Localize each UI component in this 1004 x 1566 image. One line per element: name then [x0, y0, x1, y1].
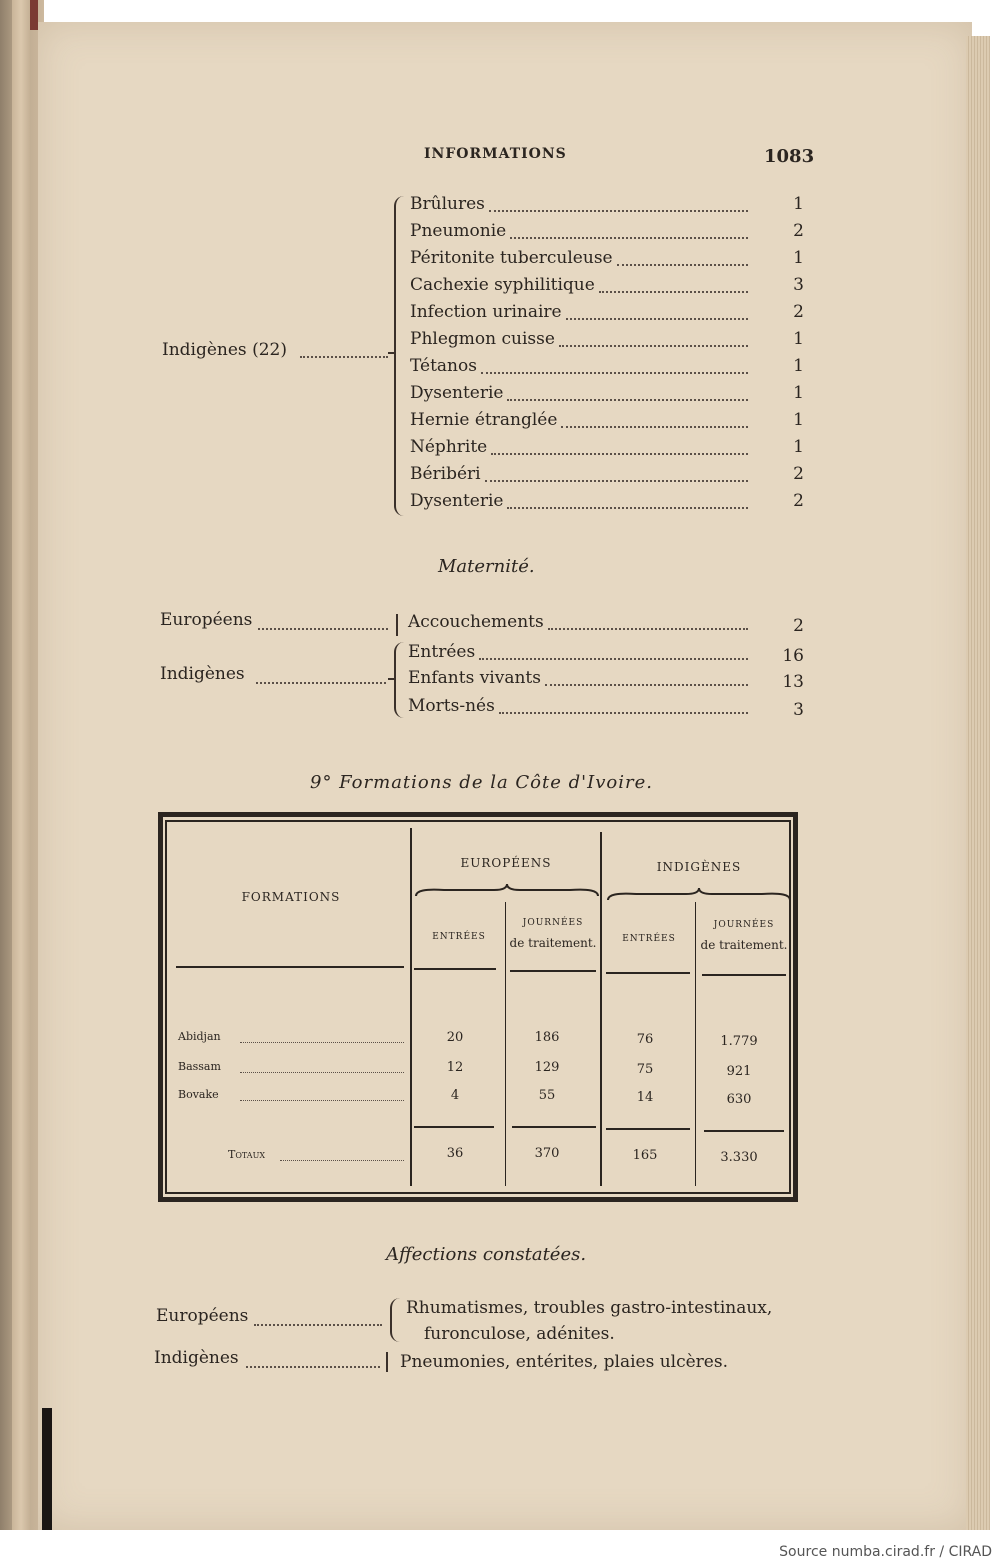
brace: [390, 1298, 402, 1342]
leader-dots: [499, 712, 748, 714]
affections-indigenes-label: Indigènes: [154, 1348, 239, 1368]
totals-rule: [512, 1126, 596, 1128]
leader-dots: [545, 684, 748, 686]
brace: [394, 642, 406, 718]
table-vrule: [410, 828, 412, 1186]
cell-in-entrees: 76: [636, 1032, 654, 1047]
leader-dots: [507, 507, 748, 509]
header-rule: [176, 966, 404, 968]
leader-dots: [240, 1072, 404, 1073]
col-group-indigenes: INDIGÈNES: [656, 860, 742, 874]
affections-europeens-text-1: Rhumatismes, troubles gastro-intestinaux,: [406, 1298, 773, 1318]
leader-dots: [246, 1366, 380, 1368]
brace-horizontal: [414, 884, 600, 900]
col-eu-journees-sub: de traitement.: [509, 936, 597, 950]
affection-name: Péritonite tuberculeuse: [410, 248, 613, 268]
affection-count: 1: [793, 437, 804, 457]
cell-eu-journees: 129: [534, 1060, 560, 1075]
col-group-europeens: EUROPÉENS: [460, 856, 552, 870]
cell-in-entrees: 14: [636, 1090, 654, 1105]
maternite-item-count: 3: [793, 700, 804, 720]
col-eu-entrees: ENTRÉES: [432, 932, 486, 942]
maternite-europeens-label: Européens: [160, 610, 253, 630]
leader-dots: [566, 318, 748, 320]
maternite-item-count: 13: [782, 672, 804, 692]
maternite-item-name: Accouchements: [408, 612, 544, 632]
maternite-item-name: Entrées: [408, 642, 476, 662]
cell-in-entrees: 75: [636, 1062, 654, 1077]
affection-name: Tétanos: [410, 356, 477, 376]
affection-count: 1: [793, 329, 804, 349]
affection-name: Infection urinaire: [410, 302, 562, 322]
leader-dots: [240, 1100, 404, 1101]
total-in-entrees: 165: [632, 1148, 658, 1163]
affection-count: 1: [793, 248, 804, 268]
affection-name: Phlegmon cuisse: [410, 329, 555, 349]
affection-name: Dysenterie: [410, 491, 504, 511]
affection-count: 2: [793, 491, 804, 511]
single-brace: [386, 1352, 388, 1372]
affection-count: 2: [793, 221, 804, 241]
header-rule: [702, 974, 786, 976]
col-in-journees: JOURNÉES: [713, 920, 775, 930]
header-rule: [606, 972, 690, 974]
col-in-entrees: ENTRÉES: [622, 934, 676, 944]
spine-ribbon: [30, 0, 38, 30]
cell-in-journees: 1.779: [720, 1034, 758, 1049]
leader-dots: [507, 399, 748, 401]
maternite-indigenes-label: Indigènes: [160, 664, 245, 684]
cell-eu-journees: 55: [538, 1088, 556, 1103]
cell-eu-entrees: 12: [446, 1060, 464, 1075]
table-vrule: [695, 902, 696, 1186]
brace: [394, 196, 406, 516]
leader-dots: [617, 264, 748, 266]
affection-name: Brûlures: [410, 194, 485, 214]
leader-dots: [491, 453, 748, 455]
maternite-item-count: 16: [782, 646, 804, 666]
leader-dots: [481, 372, 748, 374]
leader-dots: [280, 1160, 404, 1161]
maternite-item-name: Enfants vivants: [408, 668, 541, 688]
single-brace: [396, 614, 398, 636]
leader-dots: [561, 426, 748, 428]
affection-name: Néphrite: [410, 437, 488, 457]
affections-indigenes-text: Pneumonies, entérites, plaies ulcères.: [400, 1352, 728, 1372]
affection-count: 2: [793, 302, 804, 322]
formations-title: 9° Formations de la Côte d'Ivoire.: [310, 772, 653, 793]
formations-table: [165, 820, 791, 1194]
col-in-journees-sub: de traitement.: [700, 938, 788, 952]
affections-title: Affections constatées.: [386, 1244, 587, 1265]
total-in-journees: 3.330: [720, 1150, 758, 1165]
affections-europeens-label: Européens: [156, 1306, 249, 1326]
header-rule: [414, 968, 496, 970]
affection-name: Dysenterie: [410, 383, 504, 403]
leader-dots: [510, 237, 748, 239]
affection-name: Béribéri: [410, 464, 481, 484]
affection-count: 1: [793, 356, 804, 376]
leader-dots: [479, 658, 748, 660]
col-eu-journees: JOURNÉES: [522, 918, 584, 928]
running-header: INFORMATIONS: [424, 146, 567, 162]
brace-tip: [388, 352, 396, 354]
leader-dots: [258, 628, 388, 630]
brace-horizontal: [606, 888, 792, 904]
leader-dots: [300, 356, 388, 358]
page-stack-edge: [966, 36, 990, 1530]
affections-europeens-text-2: furonculose, adénites.: [424, 1324, 615, 1344]
col-formations: FORMATIONS: [241, 890, 341, 904]
source-credit: Source numba.cirad.fr / CIRAD: [779, 1544, 992, 1560]
maternite-item-count: 2: [793, 616, 804, 636]
formation-name: Abidjan: [178, 1030, 221, 1043]
bookmark-ribbon: [42, 1408, 52, 1530]
totals-label: Totaux: [228, 1148, 266, 1161]
cell-eu-entrees: 4: [450, 1088, 460, 1103]
cell-eu-journees: 186: [534, 1030, 560, 1045]
affection-count: 1: [793, 410, 804, 430]
total-eu-journees: 370: [534, 1146, 560, 1161]
leader-dots: [485, 480, 748, 482]
leader-dots: [548, 628, 748, 630]
table-vrule: [600, 832, 602, 1186]
total-eu-entrees: 36: [446, 1146, 464, 1161]
leader-dots: [256, 682, 386, 684]
leader-dots: [599, 291, 748, 293]
brace-tip: [388, 678, 396, 680]
affection-count: 1: [793, 194, 804, 214]
page-number: 1083: [764, 146, 815, 167]
indigenes-22-label: Indigènes (22): [162, 340, 287, 360]
totals-rule: [414, 1126, 494, 1128]
cell-in-journees: 630: [726, 1092, 752, 1107]
leader-dots: [559, 345, 748, 347]
formation-name: Bassam: [178, 1060, 221, 1073]
leader-dots: [240, 1042, 404, 1043]
totals-rule: [606, 1128, 690, 1130]
affection-count: 1: [793, 383, 804, 403]
maternite-title: Maternité.: [438, 556, 535, 577]
affection-name: Pneumonie: [410, 221, 507, 241]
header-rule: [510, 970, 596, 972]
cell-in-journees: 921: [726, 1064, 752, 1079]
leader-dots: [489, 210, 748, 212]
formation-name: Bovake: [178, 1088, 219, 1101]
affection-name: Cachexie syphilitique: [410, 275, 595, 295]
leader-dots: [254, 1324, 382, 1326]
affection-count: 2: [793, 464, 804, 484]
maternite-item-name: Morts-nés: [408, 696, 495, 716]
affection-count: 3: [793, 275, 804, 295]
affection-name: Hernie étranglée: [410, 410, 558, 430]
totals-rule: [704, 1130, 784, 1132]
cell-eu-entrees: 20: [446, 1030, 464, 1045]
